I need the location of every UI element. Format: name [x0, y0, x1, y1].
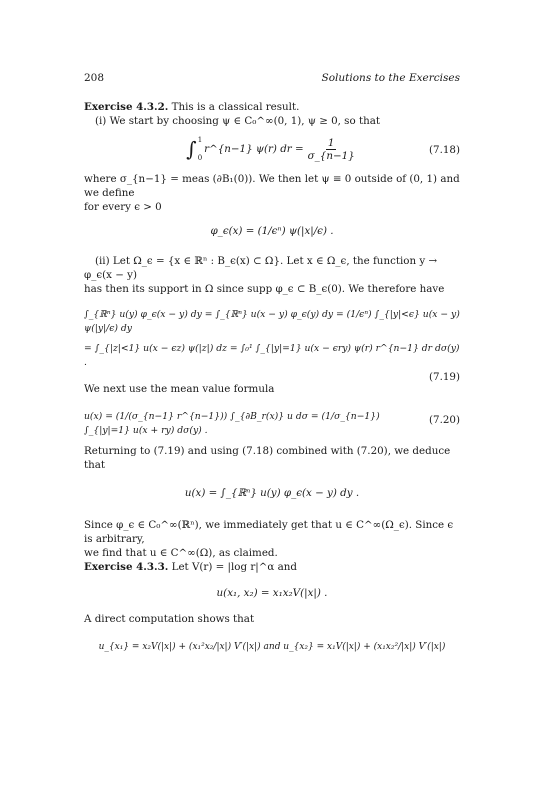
result-equation [84, 476, 460, 514]
exercise-title: Exercise 4.3.3. [84, 561, 169, 573]
integral-sign: ∫ [186, 137, 197, 161]
result-eq-expr: u(x) = ∫_{ℝⁿ} u(y) φ_ϵ(x − y) dy . [184, 487, 360, 499]
convolution-eq-1 [84, 300, 460, 334]
exercise-4-3-3-heading [84, 560, 460, 574]
phi-def-eq: φ_ϵ(x) = (1/ϵⁿ) ψ(|x|/ϵ) . [210, 225, 334, 237]
conv-eq-line-2: = ∫_{|z|<1} u(x − ϵz) ψ(|z|) dz = ∫₀¹ ∫_{|y|=1} u(x − ϵry) ψ(r) r^{n−1} dr dσ(y) . [84, 343, 460, 368]
part-ii-line-2: has then its support in Ω since supp φ_ϵ ⊂ B_ϵ(0). We therefore have [84, 283, 445, 295]
derivatives-expr: u_{x₁} = x₂V(|x|) + (x₁²x₂/|x|) V′(|x|) and u_{x₂} = x₁V(|x|) + (x₁x₂²/|x|) V′(|x|) [98, 642, 446, 652]
exercise-title: Exercise 4.3.2. [84, 101, 169, 113]
eq718-den: σ_{n−1} [307, 149, 355, 162]
part-ii-line-1: (ii) Let Ω_ϵ = {x ∈ ℝⁿ : B_ϵ(x) ⊂ Ω}. Let x ∈ Ω_ϵ, the function y → φ_ϵ(x − y) [84, 255, 438, 281]
integral-limits: 1 0 [197, 136, 203, 162]
derivatives-equation [84, 630, 460, 666]
where-line-2: for every ϵ > 0 [84, 201, 162, 213]
page-body [84, 100, 460, 670]
running-title: Solutions to the Exercises [321, 72, 460, 84]
phi-definition [84, 218, 460, 250]
exercise-intro: This is a classical result. [171, 101, 300, 113]
equation-7-18 [84, 132, 460, 168]
page-number: 208 [84, 72, 105, 84]
exercise-intro: Let V(r) = |log r|^α and [171, 561, 297, 573]
part-i-text: (i) We start by choosing ψ ∈ C₀^∞(0, 1), ψ ≥ 0, so that [95, 115, 380, 127]
u-def-expr: u(x₁, x₂) = x₁x₂V(|x|) . [216, 587, 328, 599]
equation-number: (7.20) [429, 414, 460, 426]
exercise-4-3-2-heading [84, 100, 460, 114]
u-definition [84, 578, 460, 608]
mean-value-intro: We next use the mean value formula [84, 383, 275, 395]
where-line-1: where σ_{n−1} = meas (∂B₁(0)). We then let ψ ≡ 0 outside of (0, 1) and we define [84, 173, 460, 199]
eq720-expr: u(x) = (1/(σ_{n−1} r^{n−1})) ∫_{∂B_r(x)} u dσ = (1/σ_{n−1}) ∫_{|y|=1} u(x + ry) dσ(y) . [84, 411, 380, 436]
returning-text: Returning to (7.19) and using (7.18) combined with (7.20), we deduce that [84, 445, 451, 471]
eq718-fraction [306, 137, 357, 162]
since-line-1: Since φ_ϵ ∈ C₀^∞(ℝⁿ), we immediately get that u ∈ C^∞(Ω_ϵ). Since ϵ is arbitrary, [84, 519, 454, 545]
eq718-num: 1 [327, 136, 335, 149]
since-line-2: we find that u ∈ C^∞(Ω), as claimed. [84, 547, 278, 559]
equation-7-20 [84, 400, 460, 440]
equation-number: (7.18) [429, 144, 460, 156]
equation-number: (7.19) [429, 371, 460, 383]
eq718-lhs: r^{n−1} ψ(r) dr = [204, 143, 304, 155]
convolution-eq-2 [84, 338, 460, 383]
direct-computation-text: A direct computation shows that [84, 613, 255, 625]
conv-eq-line-1: ∫_{ℝⁿ} u(y) φ_ϵ(x − y) dy = ∫_{ℝⁿ} u(x − y) φ_ϵ(y) dy = (1/ϵⁿ) ∫_{|y|<ϵ} u(x − y) ψ(|y|/ϵ) dy [84, 309, 460, 334]
